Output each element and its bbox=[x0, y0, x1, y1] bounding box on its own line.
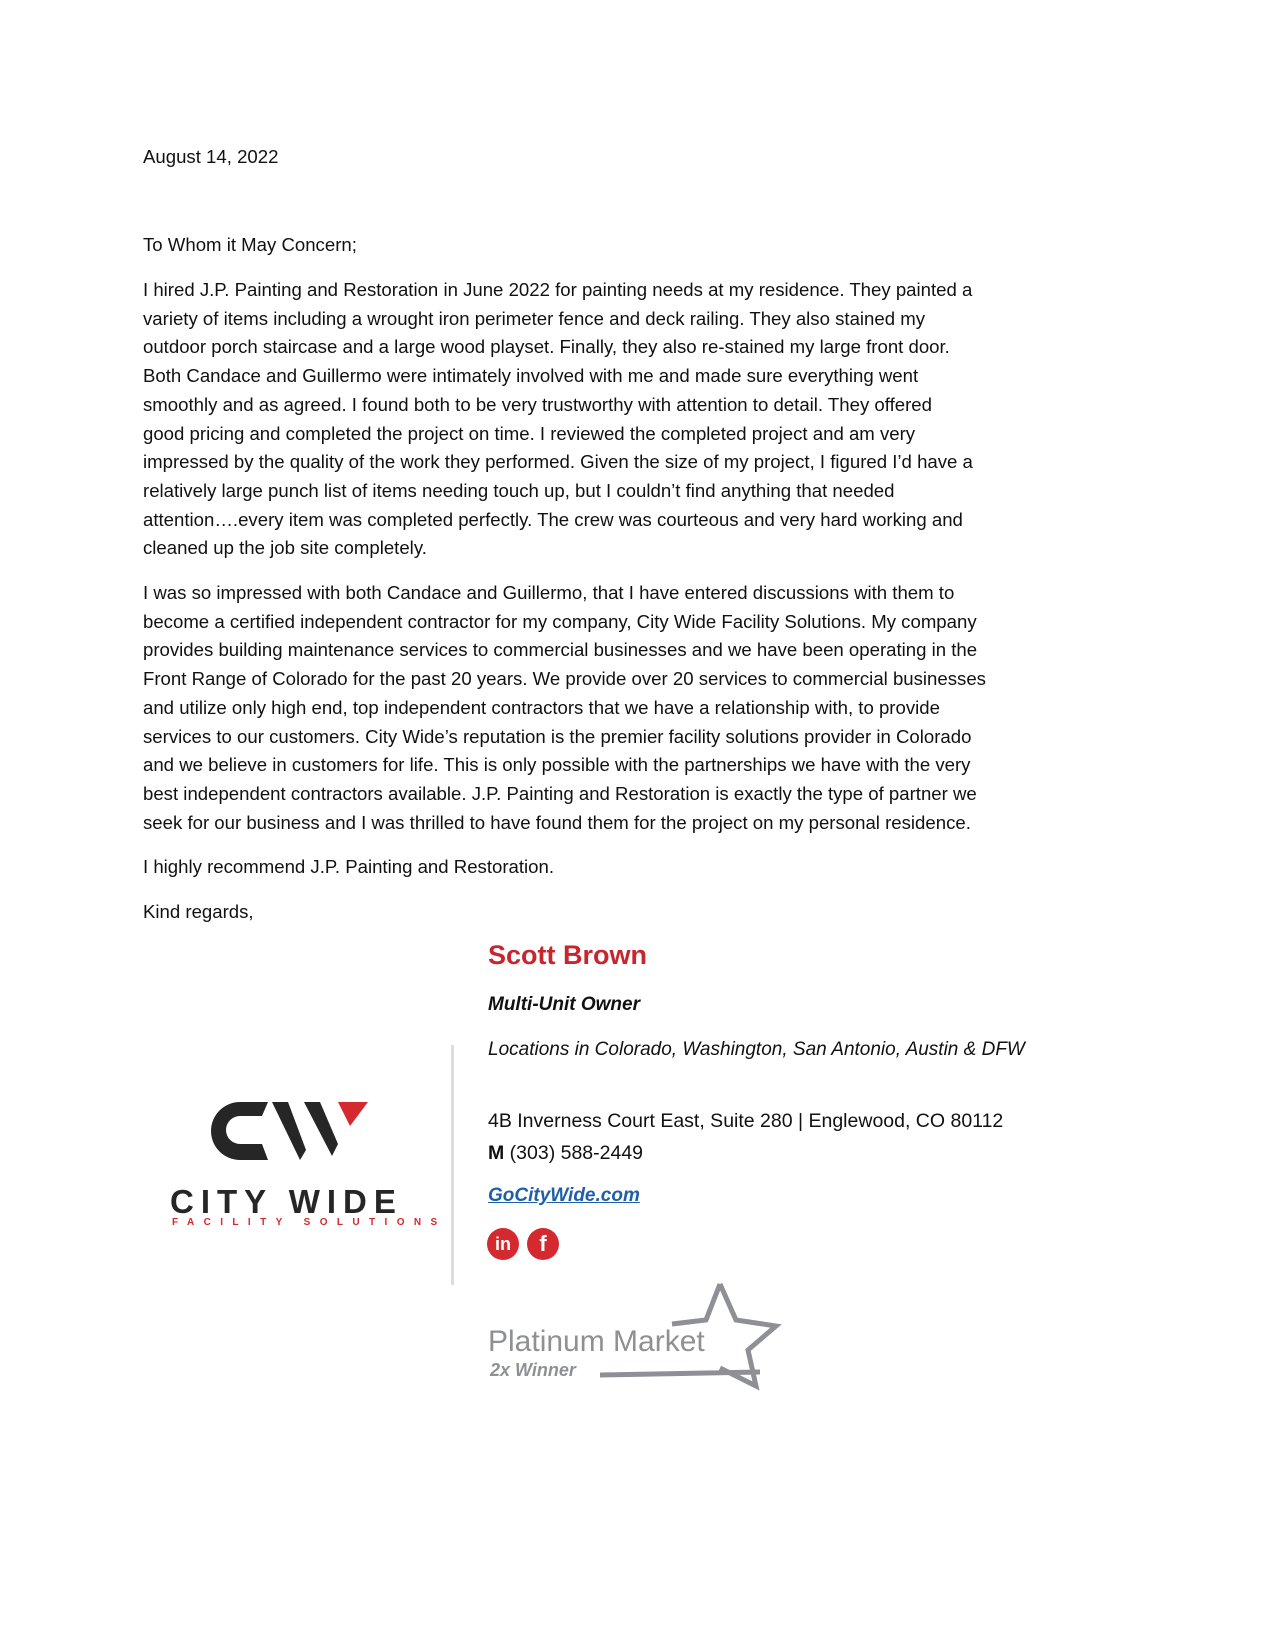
logo-name: CITY WIDE bbox=[170, 1183, 403, 1220]
paragraph-line: good pricing and completed the project on time. I reviewed the completed project and am very bbox=[143, 422, 916, 444]
greeting: To Whom it May Concern; bbox=[143, 234, 357, 255]
paragraph-line: Both Candace and Guillermo were intimately involved with me and made sure everything went bbox=[143, 365, 919, 387]
phone-label: M bbox=[488, 1142, 505, 1164]
signature-divider bbox=[451, 1045, 454, 1285]
city-wide-logo-mark bbox=[210, 1100, 370, 1162]
paragraph-line: and utilize only high end, top independent contractors that we have a relationship with, to provide bbox=[143, 696, 940, 718]
paragraph-2 bbox=[143, 579, 986, 837]
paragraph-line: I highly recommend J.P. Painting and Restoration. bbox=[143, 856, 555, 877]
paragraph-line: impressed by the quality of the work they performed. Given the size of my project, I figured I’d have a bbox=[143, 451, 973, 473]
closing: Kind regards, bbox=[143, 901, 254, 922]
paragraph-3 bbox=[143, 853, 554, 882]
paragraph-line: services to our customers. City Wide’s reputation is the premier facility solutions provider in Colorado bbox=[143, 725, 972, 747]
paragraph-line: and we believe in customers for life. This is only possible with the partnerships we have with the very bbox=[143, 754, 971, 776]
paragraph-line: smoothly and as agreed. I found both to be very trustworthy with attention to detail. They offered bbox=[143, 393, 932, 415]
paragraph-line: attention….every item was completed perfectly. The crew was courteous and very hard working and bbox=[143, 508, 963, 530]
paragraph-line: I hired J.P. Painting and Restoration in June 2022 for painting needs at my residence. They painted a bbox=[143, 279, 973, 300]
paragraph-line: I was so impressed with both Candace and Guillermo, that I have entered discussions with them to bbox=[143, 582, 955, 603]
paragraph-line: Front Range of Colorado for the past 20 years. We provide over 20 services to commercial businesses bbox=[143, 668, 986, 690]
signature-phone bbox=[488, 1142, 643, 1165]
paragraph-line: seek for our business and I was thrilled to have found them for the project on my personal residence. bbox=[143, 811, 971, 833]
website-link[interactable]: GoCityWide.com bbox=[488, 1185, 640, 1206]
signature-locations: Locations in Colorado, Washington, San Antonio, Austin & DFW bbox=[488, 1039, 1025, 1060]
phone-number: (303) 588-2449 bbox=[509, 1142, 644, 1164]
logo-subtitle: FACILITY SOLUTIONS bbox=[172, 1217, 447, 1228]
signature-address: 4B Inverness Court East, Suite 280 | Englewood, CO 80112 bbox=[488, 1110, 1004, 1132]
signature-title: Multi-Unit Owner bbox=[488, 994, 640, 1015]
paragraph-line: become a certified independent contractor for my company, City Wide Facility Solutions. My company bbox=[143, 610, 977, 632]
facebook-icon[interactable]: f bbox=[527, 1228, 559, 1260]
paragraph-line: cleaned up the job site completely. bbox=[143, 537, 427, 559]
paragraph-1 bbox=[143, 276, 973, 563]
paragraph-line: outdoor porch staircase and a large wood playset. Finally, they also re-stained my large front door. bbox=[143, 336, 950, 358]
paragraph-line: relatively large punch list of items needing touch up, but I couldn’t find anything that needed bbox=[143, 479, 895, 501]
linkedin-icon[interactable]: in bbox=[487, 1228, 519, 1260]
paragraph-line: provides building maintenance services to commercial businesses and we have been operating in the bbox=[143, 639, 978, 661]
letter-date: August 14, 2022 bbox=[143, 146, 279, 167]
star-icon bbox=[600, 1280, 785, 1395]
award-title: Platinum Market bbox=[488, 1325, 705, 1358]
signature-name: Scott Brown bbox=[488, 940, 647, 970]
award-subtitle: 2x Winner bbox=[490, 1360, 576, 1380]
paragraph-line: variety of items including a wrought iron perimeter fence and deck railing. They also stained my bbox=[143, 307, 926, 329]
paragraph-line: best independent contractors available. J.P. Painting and Restoration is exactly the type of partner we bbox=[143, 782, 977, 804]
